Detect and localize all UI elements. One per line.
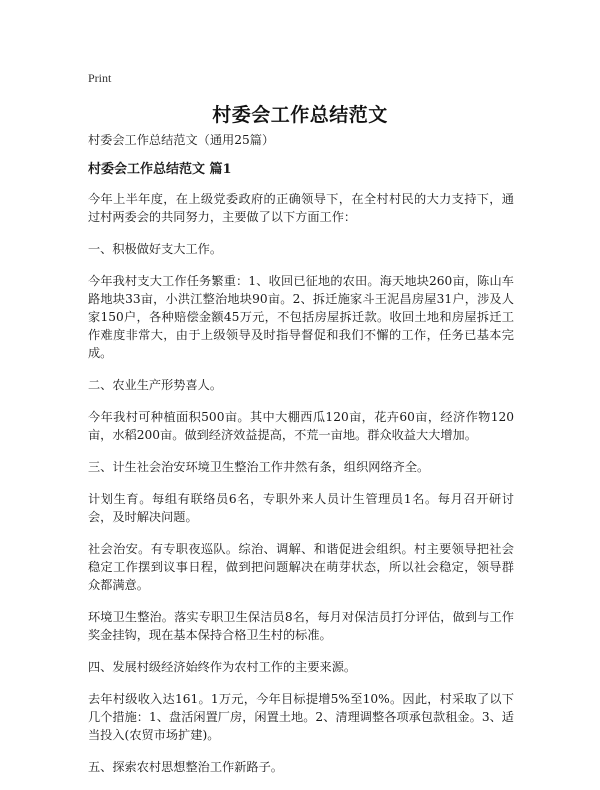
document-body <box>88 131 514 790</box>
document-subtitle: 村委会工作总结范文（通用25篇） <box>88 133 275 147</box>
page-title: 村委会工作总结范文 <box>212 104 388 126</box>
paragraph-public-security: 社会治安。有专职夜巡队。综治、调解、和谐促进会组织。村主要领导把社会稳定工作摆到议事日程，做到把问题解决在萌芽状态，所以社会稳定，领导群众都满意。 <box>88 542 514 592</box>
paragraph-economy: 去年村级收入达161。1万元，今年目标提增5%至10%。因此，村采取了以下几个措施：1、盘活闲置厂房，闲置土地。2、清理调整各项承包款租金。3、适当投入(农贸市场扩建)。 <box>88 692 514 742</box>
paragraph-heading-4: 四、发展村级经济始终作为农村工作的主要来源。 <box>88 660 357 674</box>
paragraph-heading-5: 五、探索农村思想整治工作新路子。 <box>88 760 283 774</box>
paragraph-sanitation: 环境卫生整治。落实专职卫生保洁员8名，每月对保洁员打分评估，做到与工作奖金挂钩，现在基本保持合格卫生村的标准。 <box>88 610 514 642</box>
paragraph-heading-1: 一、积极做好支大工作。 <box>88 242 223 256</box>
print-link[interactable]: Print <box>88 71 112 85</box>
paragraph-land-work: 今年我村支大工作任务繁重：1、收回已征地的农田。海天地块260亩，陈山车路地块33亩，小洪江整治地块90亩。2、拆迁施家斗王泥昌房屋31户，涉及人家150户，各种赔偿金额45万元，不包括房屋拆迁款。收回土地和房屋拆迁工作难度非常大，由于上级领导及时指导督促和我们不懈的工作，任务已基本完成。 <box>88 274 514 360</box>
paragraph-heading-3: 三、计生社会治安环境卫生整治工作井然有条，组织网络齐全。 <box>88 460 430 474</box>
paragraph-agriculture: 今年我村可种植面积500亩。其中大棚西瓜120亩，花卉60亩，经济作物120亩，水稻200亩。做到经济效益提高，不荒一亩地。群众收益大大增加。 <box>88 410 514 442</box>
paragraph-intro: 今年上半年度，在上级党委政府的正确领导下，在全村村民的大力支持下，通过村两委会的共同努力，主要做了以下方面工作： <box>88 192 514 224</box>
section-heading: 村委会工作总结范文 篇1 <box>88 162 232 177</box>
paragraph-heading-2: 二、农业生产形势喜人。 <box>88 378 223 392</box>
paragraph-family-planning: 计划生育。每组有联络员6名，专职外来人员计生管理员1名。每月召开研讨会，及时解决问题。 <box>88 492 514 524</box>
